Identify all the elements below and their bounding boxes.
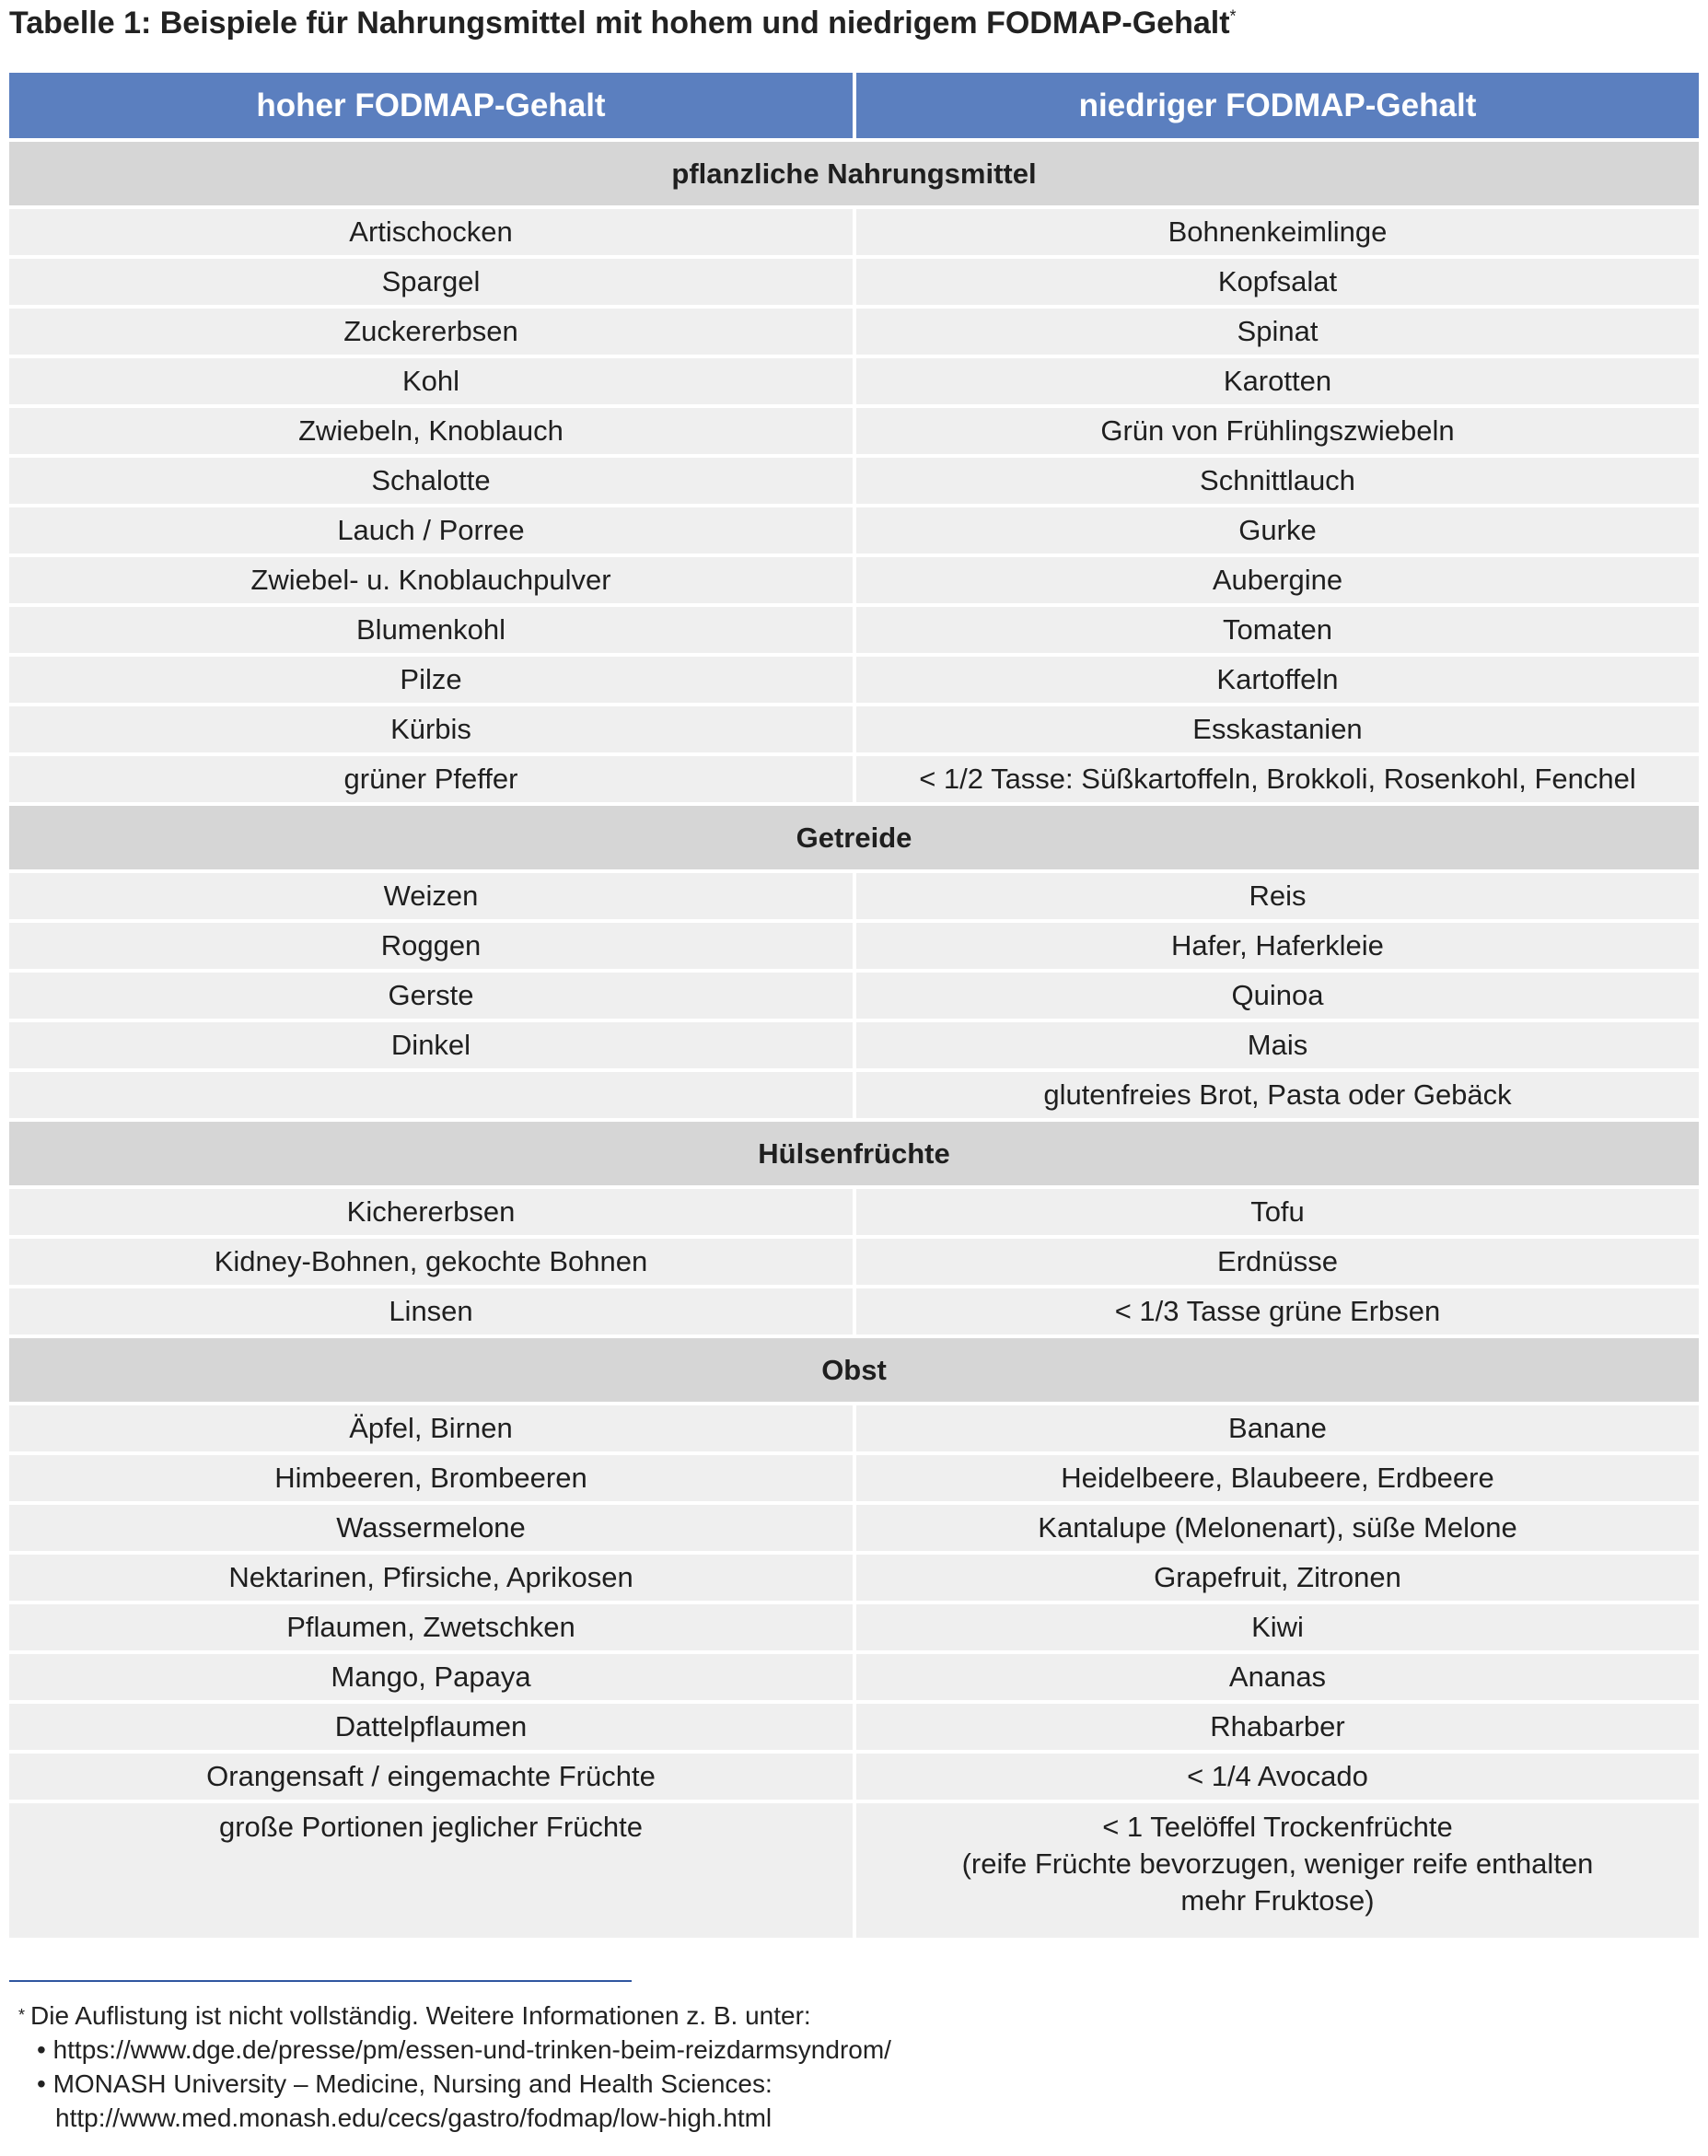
footnote	[18, 1999, 1400, 2135]
cell-high-fodmap: Linsen	[9, 1288, 856, 1334]
table-caption	[9, 6, 1694, 41]
cell-low-fodmap: Karotten	[856, 358, 1699, 404]
section-row	[9, 1338, 1699, 1402]
section-row	[9, 1122, 1699, 1185]
cell-low-fodmap: < 1/3 Tasse grüne Erbsen	[856, 1288, 1699, 1334]
fodmap-table	[9, 69, 1699, 1941]
cell-high-fodmap: grüner Pfeffer	[9, 756, 856, 802]
table-row	[9, 1555, 1699, 1601]
footnote-intro	[18, 1999, 1400, 2033]
header-low-fodmap: niedriger FODMAP-Gehalt	[856, 73, 1699, 138]
table-row	[9, 657, 1699, 703]
cell-low-fodmap: Kiwi	[856, 1604, 1699, 1650]
cell-low-fodmap: Kopfsalat	[856, 259, 1699, 305]
cell-high-fodmap: Dattelpflaumen	[9, 1704, 856, 1750]
cell-high-fodmap: Blumenkohl	[9, 607, 856, 653]
cell-low-fodmap: Banane	[856, 1405, 1699, 1451]
cell-low-fodmap: Mais	[856, 1022, 1699, 1068]
section-row	[9, 142, 1699, 205]
cell-line: < 1 Teelöffel Trockenfrüchte	[1102, 1811, 1453, 1843]
caption-footnote-mark: *	[1229, 6, 1237, 26]
footnote-intro-text: Die Auflistung ist nicht vollständig. Weitere Informationen z. B. unter:	[30, 2001, 811, 2030]
cell-high-fodmap: Mango, Papaya	[9, 1654, 856, 1700]
cell-high-fodmap: Kichererbsen	[9, 1189, 856, 1235]
cell-low-fodmap: Kartoffeln	[856, 657, 1699, 703]
section-title: Hülsenfrüchte	[9, 1122, 1699, 1185]
cell-high-fodmap: Zwiebel- u. Knoblauchpulver	[9, 557, 856, 603]
cell-high-fodmap: Kohl	[9, 358, 856, 404]
footnote-link-monash[interactable]: http://www.med.monash.edu/cecs/gastro/fodmap/low-high.html	[55, 2104, 773, 2132]
cell-low-fodmap: Kantalupe (Melonenart), süße Melone	[856, 1505, 1699, 1551]
cell-low-fodmap: Ananas	[856, 1654, 1699, 1700]
table-row	[9, 1022, 1699, 1068]
table-caption-text: Tabelle 1: Beispiele für Nahrungsmittel mit hohem und niedrigem FODMAP-Gehalt	[9, 6, 1230, 41]
table-row	[9, 1189, 1699, 1235]
cell-low-fodmap: Aubergine	[856, 557, 1699, 603]
cell-high-fodmap: große Portionen jeglicher Früchte	[9, 1803, 856, 1938]
cell-low-fodmap: Rhabarber	[856, 1704, 1699, 1750]
cell-high-fodmap: Pflaumen, Zwetschken	[9, 1604, 856, 1650]
cell-low-fodmap: Hafer, Haferkleie	[856, 923, 1699, 969]
table-header-row	[9, 73, 1699, 138]
table-row	[9, 309, 1699, 355]
cell-low-fodmap: glutenfreies Brot, Pasta oder Gebäck	[856, 1072, 1699, 1118]
table-row	[9, 507, 1699, 554]
table-row	[9, 923, 1699, 969]
table-row	[9, 1455, 1699, 1501]
cell-low-fodmap-multiline	[856, 1803, 1699, 1938]
cell-high-fodmap: Artischocken	[9, 209, 856, 255]
cell-low-fodmap: Erdnüsse	[856, 1239, 1699, 1285]
table-row	[9, 1288, 1699, 1334]
cell-high-fodmap: Pilze	[9, 657, 856, 703]
table-row	[9, 259, 1699, 305]
table-row	[9, 1239, 1699, 1285]
cell-high-fodmap: Wassermelone	[9, 1505, 856, 1551]
section-title: pflanzliche Nahrungsmittel	[9, 142, 1699, 205]
cell-high-fodmap: Äpfel, Birnen	[9, 1405, 856, 1451]
footnote-source-monash: • MONASH University – Medicine, Nursing and Health Sciences:	[37, 2069, 773, 2098]
cell-low-fodmap: Grün von Frühlingszwiebeln	[856, 408, 1699, 454]
header-high-fodmap: hoher FODMAP-Gehalt	[9, 73, 856, 138]
table-row	[9, 209, 1699, 255]
table-row	[9, 1072, 1699, 1118]
cell-high-fodmap: Dinkel	[9, 1022, 856, 1068]
cell-line: mehr Fruktose)	[1180, 1884, 1375, 1917]
section-title: Getreide	[9, 806, 1699, 869]
cell-low-fodmap: Schnittlauch	[856, 458, 1699, 504]
table-row	[9, 1604, 1699, 1650]
table-row	[9, 557, 1699, 603]
cell-low-fodmap: Reis	[856, 873, 1699, 919]
table-row	[9, 756, 1699, 802]
cell-low-fodmap: Gurke	[856, 507, 1699, 554]
cell-low-fodmap: < 1/2 Tasse: Süßkartoffeln, Brokkoli, Rosenkohl, Fenchel	[856, 756, 1699, 802]
table-row	[9, 358, 1699, 404]
table-row	[9, 873, 1699, 919]
cell-low-fodmap: Bohnenkeimlinge	[856, 209, 1699, 255]
table-row	[9, 1654, 1699, 1700]
cell-high-fodmap: Schalotte	[9, 458, 856, 504]
cell-high-fodmap: Nektarinen, Pfirsiche, Aprikosen	[9, 1555, 856, 1601]
table-row	[9, 1704, 1699, 1750]
table-row	[9, 408, 1699, 454]
footnote-link-dge[interactable]: • https://www.dge.de/presse/pm/essen-und-trinken-beim-reizdarmsyndrom/	[37, 2035, 891, 2064]
table-row	[9, 973, 1699, 1019]
cell-low-fodmap: Quinoa	[856, 973, 1699, 1019]
cell-low-fodmap: Tomaten	[856, 607, 1699, 653]
cell-low-fodmap: Esskastanien	[856, 706, 1699, 752]
cell-high-fodmap: Himbeeren, Brombeeren	[9, 1455, 856, 1501]
table-row	[9, 607, 1699, 653]
cell-high-fodmap	[9, 1072, 856, 1118]
table-row	[9, 458, 1699, 504]
cell-high-fodmap: Lauch / Porree	[9, 507, 856, 554]
cell-low-fodmap: Grapefruit, Zitronen	[856, 1555, 1699, 1601]
table-row	[9, 1505, 1699, 1551]
cell-high-fodmap: Gerste	[9, 973, 856, 1019]
cell-high-fodmap: Orangensaft / eingemachte Früchte	[9, 1754, 856, 1800]
cell-high-fodmap: Weizen	[9, 873, 856, 919]
footnote-rule	[9, 1980, 632, 1982]
cell-high-fodmap: Kidney-Bohnen, gekochte Bohnen	[9, 1239, 856, 1285]
cell-low-fodmap: Spinat	[856, 309, 1699, 355]
cell-low-fodmap: Tofu	[856, 1189, 1699, 1235]
cell-low-fodmap: < 1/4 Avocado	[856, 1754, 1699, 1800]
table-body	[9, 142, 1699, 1938]
cell-high-fodmap: Kürbis	[9, 706, 856, 752]
table-row	[9, 706, 1699, 752]
section-row	[9, 806, 1699, 869]
table-row	[9, 1754, 1699, 1800]
cell-line: (reife Früchte bevorzugen, weniger reife enthalten	[961, 1847, 1594, 1880]
footnote-mark: *	[18, 2006, 26, 2024]
cell-high-fodmap: Roggen	[9, 923, 856, 969]
cell-high-fodmap: Zwiebeln, Knoblauch	[9, 408, 856, 454]
cell-high-fodmap: Spargel	[9, 259, 856, 305]
cell-high-fodmap: Zuckererbsen	[9, 309, 856, 355]
section-title: Obst	[9, 1338, 1699, 1402]
cell-low-fodmap: Heidelbeere, Blaubeere, Erdbeere	[856, 1455, 1699, 1501]
table-row	[9, 1405, 1699, 1451]
table-row	[9, 1803, 1699, 1938]
